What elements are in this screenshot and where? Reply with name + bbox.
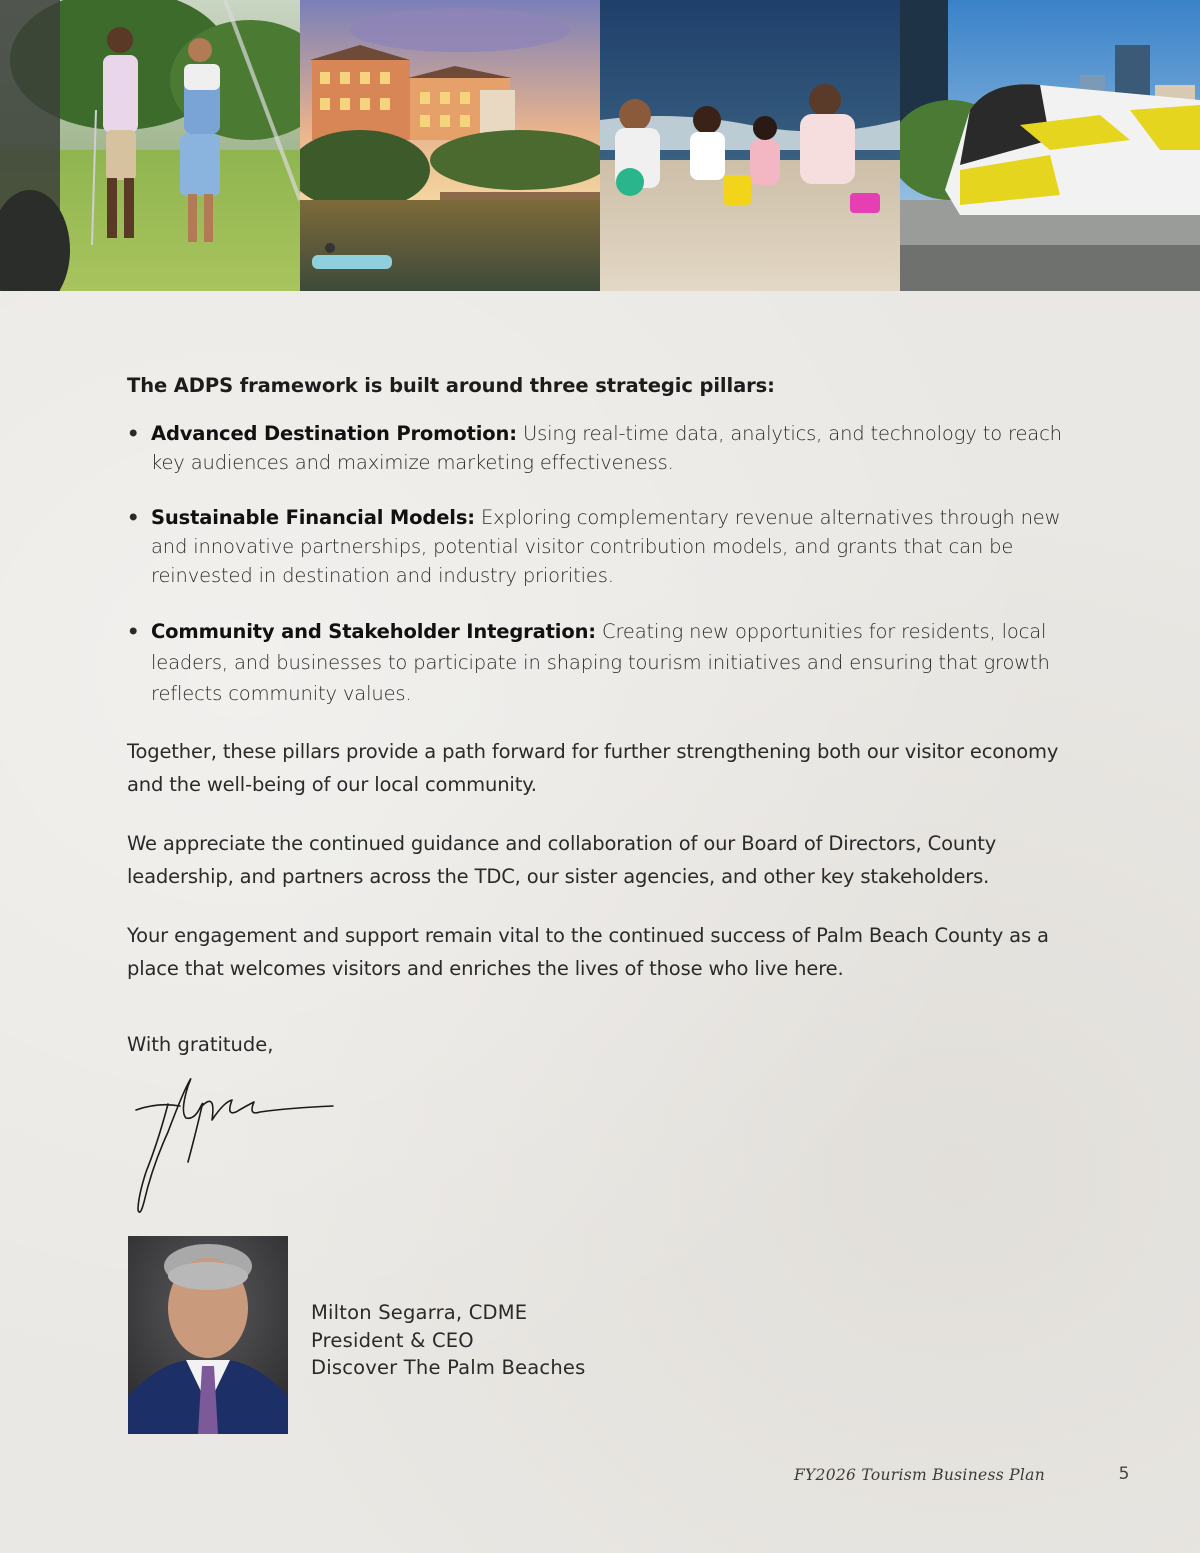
header-photo-strip (0, 0, 1200, 291)
pillar-item (127, 419, 1087, 477)
pillar-text: Creating new opportunities for residents, local leaders, and businesses to participate in shaping tourism initiatives and ensuring that growth reflects community values. (151, 620, 1050, 705)
pillar-item (127, 503, 1087, 590)
pillar-item (127, 616, 1087, 709)
signatory-title: President & CEO (311, 1328, 474, 1352)
signatory-organization: Discover The Palm Beaches (311, 1356, 586, 1379)
pillars-intro: The ADPS framework is built around three strategic pillars: (127, 374, 775, 397)
bullet-icon: • (127, 620, 140, 643)
ceo-portrait-photo (128, 1236, 288, 1434)
bullet-icon: • (127, 422, 140, 445)
footer-document-title: FY2026 Tourism Business Plan (793, 1466, 1045, 1484)
letter-body (127, 374, 1087, 1011)
closing-salutation: With gratitude, (127, 1033, 274, 1056)
pillar-lead: Sustainable Financial Models: (151, 506, 475, 529)
pillar-lead: Community and Stakeholder Integration: (151, 620, 596, 643)
page-number: 5 (1118, 1464, 1130, 1484)
bullet-icon: • (127, 506, 140, 529)
golfers-photo (0, 0, 300, 291)
pillars-list (127, 419, 1087, 709)
signatory-block (311, 1299, 585, 1382)
beach-family-photo (600, 0, 900, 291)
signature-image (128, 1072, 348, 1222)
pillar-text: Exploring complementary revenue alternatives through new and innovative partnerships, potential visitor contribution models, and grants that can be reinvested in destination and industry priorities. (151, 506, 1061, 587)
paragraph: Your engagement and support remain vital to the continued success of Palm Beach County as a place that welcomes visitors and enriches the lives of those who live here. (127, 924, 1049, 980)
paragraph: Together, these pillars provide a path forward for further strengthening both our visitor economy and the well-being of our local community. (127, 740, 1059, 796)
pillar-lead: Advanced Destination Promotion: (151, 422, 517, 445)
brightline-train-photo (900, 0, 1200, 291)
waterfront-resort-photo (300, 0, 600, 291)
signatory-name: Milton Segarra, CDME (311, 1301, 528, 1324)
pillar-text: Using real-time data, analytics, and technology to reach key audiences and maximize marketing effectiveness. (151, 422, 1062, 474)
paragraph: We appreciate the continued guidance and collaboration of our Board of Directors, County leadership, and partners across the TDC, our sister agencies, and other key stakeholders. (127, 832, 997, 888)
